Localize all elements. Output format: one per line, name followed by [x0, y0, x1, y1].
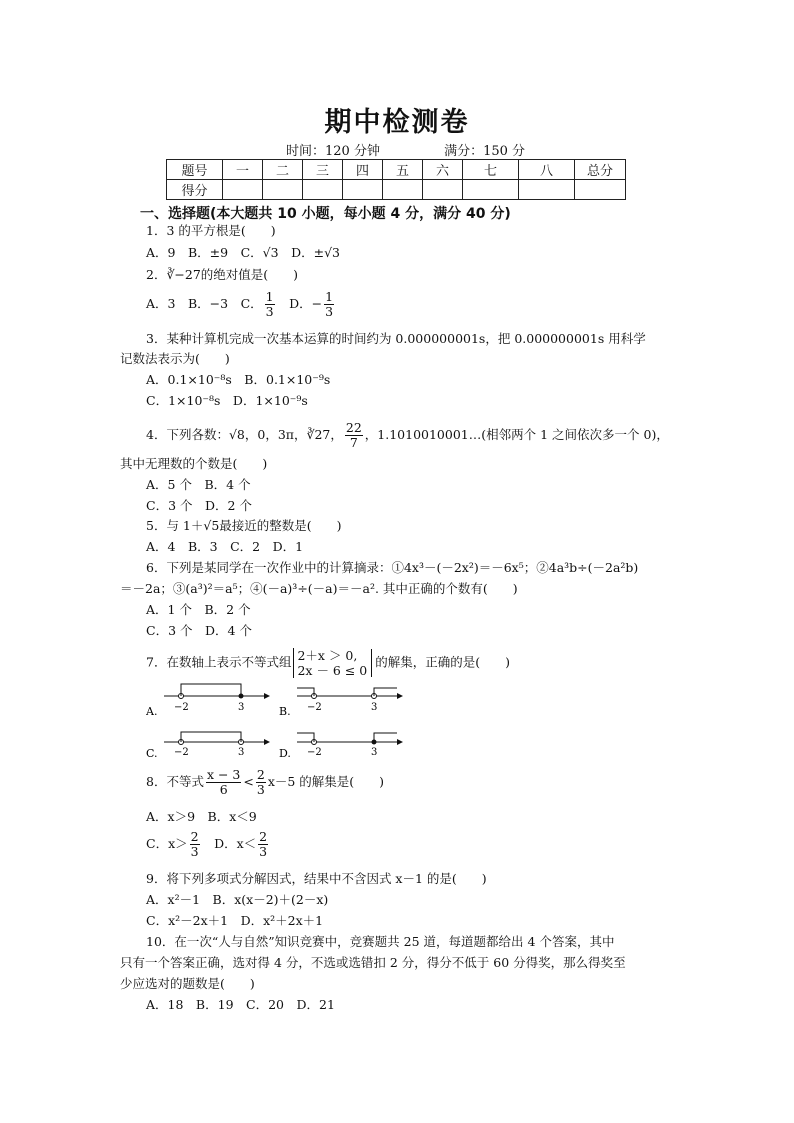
inequality-system	[293, 648, 367, 678]
q8-options-cd	[146, 830, 270, 859]
score-input-cell[interactable]	[423, 180, 463, 200]
q10-options: A．18 B．19 C．20 D．21	[146, 997, 335, 1012]
fraction-numerator: 1	[325, 289, 334, 304]
q4-stem-line2: 其中无理数的个数是( )	[120, 456, 268, 471]
q2-option-c-fraction	[265, 290, 275, 319]
q6-options-ab: A．1 个 B．2 个	[146, 602, 251, 617]
score-cell: 总分	[575, 160, 626, 180]
q9-stem: 9．将下列多项式分解因式，结果中不含因式 x－1 的是( )	[146, 871, 487, 886]
q3-stem-line2: 记数法表示为( )	[120, 351, 230, 366]
inequality-system-close	[367, 649, 372, 677]
q1-options: A．9 B．±9 C．√3 D．±√3	[146, 245, 340, 260]
q1-stem: 1．3 的平方根是( )	[146, 223, 276, 238]
option-label: B.	[279, 705, 291, 718]
less-than-sign: <	[243, 774, 254, 789]
inequality-1: 2＋x ＞ 0,	[297, 648, 358, 663]
score-cell: 五	[383, 160, 423, 180]
axis-arrow	[397, 739, 403, 745]
score-row-label: 得分	[167, 180, 223, 200]
fraction-denominator: 3	[190, 844, 199, 859]
fraction-numerator: 2	[256, 767, 265, 782]
option-label: D.	[279, 747, 291, 760]
score-input-cell[interactable]	[519, 180, 575, 200]
solution-bracket	[181, 732, 241, 742]
axis-arrow	[397, 693, 403, 699]
q2-option-d-label: D．−	[276, 296, 323, 311]
fraction-numerator: x − 3	[206, 767, 241, 782]
number-line-a[interactable]	[146, 684, 270, 718]
q7-stem-part2: 的解集，正确的是( )	[375, 654, 511, 670]
q10-stem-line3: 少应选对的题数是( )	[120, 976, 255, 991]
tick-label: −2	[307, 702, 322, 713]
score-cell: 三	[303, 160, 343, 180]
time-limit: 时间：120 分钟	[286, 144, 380, 159]
score-input-cell[interactable]	[463, 180, 519, 200]
q6-stem-line2: ＝－2a；③(a³)²＝a⁵；④(－a)³÷(－a)＝－a². 其中正确的个数有( )	[120, 581, 518, 596]
q8-fraction-2	[256, 768, 266, 797]
q8-option-d-label: D．x＜	[201, 836, 257, 851]
score-cell: 题号	[167, 160, 223, 180]
fraction-denominator: 3	[256, 782, 265, 797]
exam-meta	[286, 140, 525, 159]
score-cell: 四	[343, 160, 383, 180]
q5-options: A．4 B．3 C．2 D．1	[146, 539, 304, 554]
score-cell: 一	[223, 160, 263, 180]
q4-options-cd: C．3 个 D．2 个	[146, 498, 252, 513]
score-table	[166, 159, 626, 200]
score-table-header-row	[167, 160, 626, 180]
number-line-b[interactable]	[279, 688, 403, 718]
axis-arrow	[264, 739, 270, 745]
full-score: 满分：150 分	[444, 144, 526, 159]
q6-options-cd: C．3 个 D．4 个	[146, 623, 252, 638]
score-input-cell[interactable]	[303, 180, 343, 200]
number-line-d[interactable]	[279, 733, 403, 760]
score-input-cell[interactable]	[223, 180, 263, 200]
q6-stem-line1: 6．下列是某同学在一次作业中的计算摘录：①4x³－(－2x²)＝－6x⁵；②4a³b÷(－2a²b)	[146, 560, 639, 575]
number-line-c[interactable]	[146, 732, 270, 760]
score-table-score-row	[167, 180, 626, 200]
tick-label: 3	[371, 747, 378, 758]
tick-label: 3	[371, 702, 378, 713]
fraction-numerator: 2	[190, 829, 199, 844]
fraction-denominator: 7	[349, 435, 358, 450]
tick-label: 3	[238, 702, 245, 713]
score-input-cell[interactable]	[263, 180, 303, 200]
fraction-denominator: 6	[219, 782, 228, 797]
q8-stem-part1: 8．不等式	[146, 774, 204, 789]
q4-stem-part2: ，1.1010010001…(相邻两个 1 之间依次多一个 0)，	[364, 427, 669, 442]
score-input-cell[interactable]	[343, 180, 383, 200]
q9-options-cd: C．x²－2x＋1 D．x²＋2x＋1	[146, 913, 324, 928]
solution-bracket	[181, 684, 241, 696]
score-cell: 二	[263, 160, 303, 180]
q8-option-c-fraction	[190, 830, 200, 859]
q4-stem-line1	[146, 421, 669, 450]
score-input-cell[interactable]	[575, 180, 626, 200]
option-label: A.	[146, 705, 158, 718]
q2-stem: 2．∛−27的绝对值是( )	[146, 267, 299, 282]
tick-label: −2	[174, 702, 189, 713]
q10-stem-line1: 10．在一次“人与自然”知识竞赛中，竞赛题共 25 道，每道题都给出 4 个答案，其中	[146, 934, 615, 949]
q4-options-ab: A．5 个 B．4 个	[146, 477, 251, 492]
solution-ray	[374, 688, 397, 696]
q3-options-ab: A．0.1×10⁻⁸s B．0.1×10⁻⁹s	[146, 372, 331, 387]
q5-stem: 5．与 1＋√5最接近的整数是( )	[146, 518, 342, 533]
q9-options-ab: A．x²－1 B．x(x－2)＋(2－x)	[146, 892, 329, 907]
axis-arrow	[264, 693, 270, 699]
fraction-numerator: 2	[259, 829, 268, 844]
tick-label: −2	[174, 747, 189, 758]
q4-stem-part1: 4．下列各数：√8，0，3π，∛27，	[146, 427, 343, 442]
page-title: 期中检测卷	[324, 107, 470, 138]
q3-options-cd: C．1×10⁻⁸s D．1×10⁻⁹s	[146, 393, 308, 408]
q8-fraction-1	[206, 768, 241, 797]
q4-fraction	[345, 421, 363, 450]
option-label: C.	[146, 747, 158, 760]
q3-stem-line1: 3．某种计算机完成一次基本运算的时间约为 0.000000001s，把 0.000000001s 用科学	[146, 331, 646, 346]
q7-stem-part1: 7．在数轴上表示不等式组	[146, 654, 292, 670]
tick-label: −2	[307, 747, 322, 758]
inequality-2: 2x － 6 ≤ 0	[297, 663, 368, 678]
q2-options	[146, 290, 336, 319]
solution-ray	[374, 733, 397, 742]
q8-stem-part2: x－5 的解集是( )	[267, 774, 385, 789]
q10-stem-line2: 只有一个答案正确，选对得 4 分，不选或选错扣 2 分，得分不低于 60 分得奖，那么得奖至	[120, 955, 626, 970]
score-cell: 七	[463, 160, 519, 180]
number-line-options	[146, 680, 416, 770]
score-input-cell[interactable]	[383, 180, 423, 200]
tick-label: 3	[238, 747, 245, 758]
q2-option-d-fraction	[324, 290, 334, 319]
section-heading: 一、选择题(本大题共 10 小题，每小题 4 分，满分 40 分)	[140, 206, 511, 222]
fraction-denominator: 3	[265, 304, 274, 319]
q8-options-ab: A．x＞9 B．x＜9	[146, 809, 257, 824]
fraction-denominator: 3	[325, 304, 334, 319]
fraction-numerator: 22	[345, 420, 362, 435]
q8-stem	[146, 768, 384, 797]
q8-option-d-fraction	[258, 830, 268, 859]
fraction-numerator: 1	[265, 289, 274, 304]
q2-options-ab: A．3 B．−3 C．	[146, 296, 263, 311]
q7-stem	[146, 648, 510, 678]
q8-option-c-label: C．x＞	[146, 836, 188, 851]
score-cell: 六	[423, 160, 463, 180]
fraction-denominator: 3	[259, 844, 268, 859]
score-cell: 八	[519, 160, 575, 180]
